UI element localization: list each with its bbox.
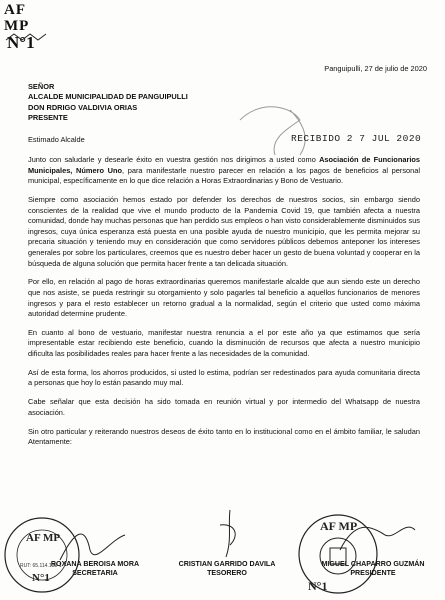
letter-date: Panguipulli, 27 de julio de 2020 — [324, 64, 427, 73]
letter-body — [28, 155, 420, 456]
association-logo — [4, 2, 50, 50]
seal-text: AF MP — [320, 519, 358, 533]
signatory-role: TESORERO — [207, 569, 247, 577]
paragraph — [28, 155, 420, 187]
paragraph-text: Junto con saludarle y desearle éxito en vuestra gestión nos dirigimos a usted como — [28, 155, 320, 164]
paragraph: Sin otro particular y reiterando nuestros deseos de éxito tanto en lo institucional como en el ámbito familiar, le saludan Atentamente: — [28, 426, 420, 447]
signatory-treasurer — [172, 560, 282, 578]
addressee-line: PRESENTE — [28, 113, 68, 123]
seal-text: AF MP — [26, 532, 61, 544]
signature-president-icon — [330, 510, 420, 560]
signatory-secretary — [50, 560, 140, 578]
logo-line1: AF MP — [4, 2, 30, 34]
paragraph: Siempre como asociación hemos estado por defender los derechos de nuestros socios, sin embargo siendo conscientes de la realidad que vive el mundo producto de la Pandemia Covid 19, que también afecta a nuestra comunidad, donde hay muchas personas que han perdido sus empleos o han visto considerablemente disminuidos sus ingresos, cuya única esperanza está puesta en una posible ayuda de nuestro municipio, que les permita mejorar su precaria situación y teniendo muy en consideración que como servidores públicos debemos anteponer los intereses generales por sobre los particulares, creemos que es nuestro deber hacer un gesto de buena voluntad y cooperar en la búsqueda de alguna solución que permita hacer frente a tan delicada situación. — [28, 194, 420, 268]
signatory-name: MIGUEL CHAPARRO GUZMÁN — [321, 560, 425, 568]
paragraph-text: , para manifestarle nuestro parecer en relación a los pagos de beneficios al personal municipal, específicamente en lo que dice relación a Horas Extraordinarias y Bono de Vestuario. — [28, 165, 420, 186]
signatory-name: ROXANA BEROISA MORA — [50, 560, 140, 568]
signatory-role: PRESIDENTE — [350, 569, 396, 577]
logo-line2: N°1 — [7, 33, 35, 52]
greeting: Estimado Alcalde — [28, 135, 85, 144]
addressee-line: ALCALDE MUNICIPALIDAD DE PANGUIPULLI — [28, 92, 188, 102]
signatory-role: SECRETARIA — [72, 569, 118, 577]
logo-emblem-icon — [4, 32, 50, 46]
addressee-block — [28, 82, 188, 124]
signatory-name: CRISTIAN GARRIDO DAVILA — [178, 560, 276, 568]
received-stamp: RECIBIDO 2 7 JUL 2020 — [291, 133, 422, 144]
paragraph: Así de esta forma, los ahorros producidos, si usted lo estima, podrían ser redestinados para ayuda comunitaria directa a personas que hoy lo están pasando muy mal. — [28, 367, 420, 388]
seal-rut: RUT: 65.114.133-1 — [20, 563, 62, 569]
signatory-president — [318, 560, 428, 578]
handwritten-mark-icon — [230, 100, 320, 160]
paragraph: Cabe señalar que esta decisión ha sido tomada en reunión virtual y por intermedio del Whatsapp de nuestra asociación. — [28, 397, 420, 417]
association-name: Asociación de Funcionarios Municipales, Número Uno — [28, 155, 420, 175]
seal-number: N°1 — [308, 579, 328, 593]
addressee-line: SEÑOR — [28, 82, 55, 91]
paragraph: Por ello, en relación al pago de horas extraordinarias queremos manifestarle alcalde que aun siendo este un derecho que nos asiste, se pueda restringir su otorgamiento y solo pagarles tal beneficio a aquellos funcionarios de menores ingresos y para el resto establecer un retorno gradual a la normalidad, según el criterio que usted como máxima autoridad determine prudente. — [28, 277, 420, 319]
signature-treasurer-icon — [190, 505, 270, 565]
paragraph: En cuanto al bono de vestuario, manifestar nuestra renuncia a el por este año ya que estimamos que sería impresentable estar recibiendo este beneficio, cuando la disminución de recursos que afecta a nuestro municipio dificulta las posibilidades reales para hacer frente a las necesidades de la comunidad. — [28, 327, 420, 359]
addressee-line: DON RDRIGO VALDIVIA ORIAS — [28, 102, 138, 112]
seal-number: N°1 — [32, 572, 50, 584]
